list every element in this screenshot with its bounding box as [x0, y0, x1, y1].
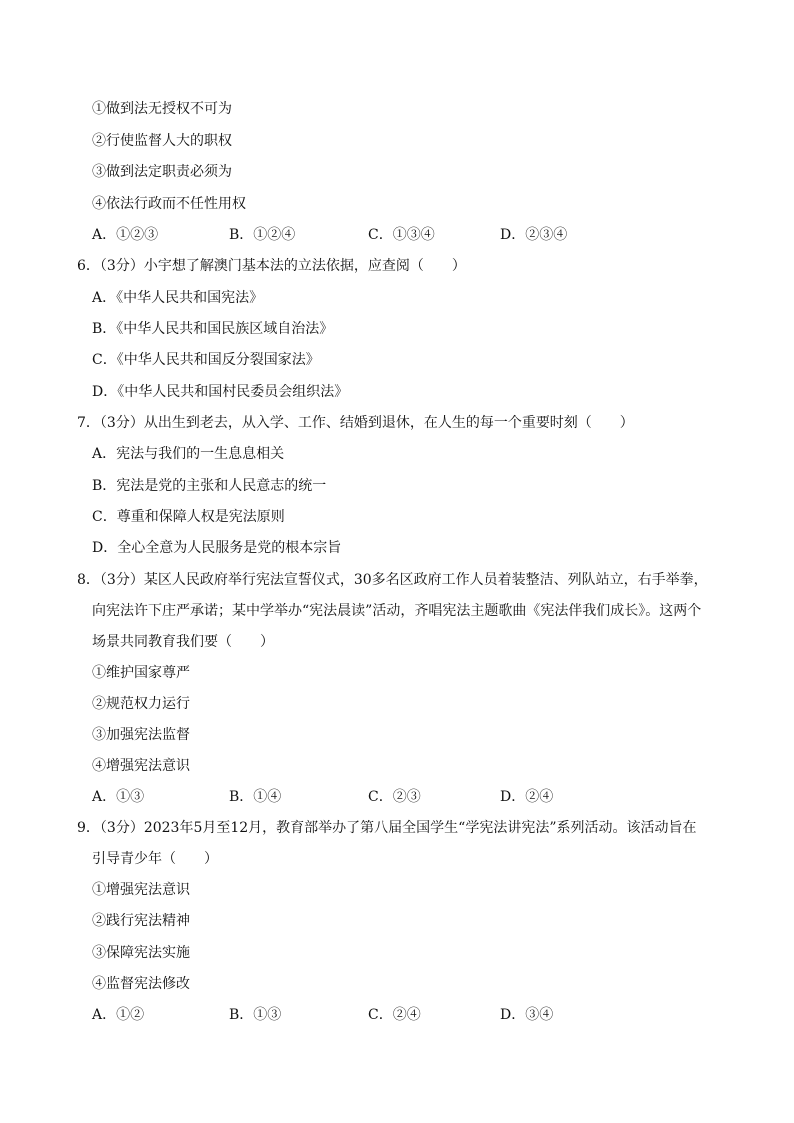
- q8-choice-c: C．②③: [368, 789, 421, 805]
- q9-choice-c: C．②④: [368, 1007, 421, 1023]
- q6-option-b: B．《中华人民共和国民族区域自治法》: [92, 321, 334, 337]
- q8-choice-a: A．①③: [92, 789, 145, 805]
- choice-a: A．①②③: [92, 227, 159, 243]
- q9-choice-a: A．①②: [92, 1007, 145, 1023]
- statement-2: ②行使监督人大的职权: [92, 133, 232, 149]
- q6-option-c: C．《中华人民共和国反分裂国家法》: [92, 352, 320, 368]
- question-7-stem: 7．（3分）从出生到老去，从入学、工作、结婚到退休，在人生的每一个重要时刻（ ）: [77, 415, 634, 431]
- q8-statement-2: ②规范权力运行: [92, 696, 190, 712]
- q9-statement-2: ②践行宪法精神: [92, 913, 190, 929]
- question-6-stem: 6．（3分）小宇想了解澳门基本法的立法依据，应查阅（ ）: [77, 258, 466, 274]
- q8-choice-b: B．①④: [229, 789, 282, 805]
- question-9-stem-line-1: 9．（3分）2023年5月至12月，教育部举办了第八届全国学生“学宪法讲宪法”系列活动。该活动旨在: [77, 820, 697, 836]
- statement-3: ③做到法定职责必须为: [92, 164, 232, 180]
- q8-statement-3: ③加强宪法监督: [92, 727, 190, 743]
- q7-option-c: C．尊重和保障人权是宪法原则: [92, 509, 285, 525]
- q9-statement-4: ④监督宪法修改: [92, 976, 190, 992]
- choice-c: C．①③④: [368, 227, 435, 243]
- q9-choice-d: D．③④: [500, 1007, 554, 1023]
- q7-option-a: A．宪法与我们的一生息息相关: [92, 446, 285, 462]
- q9-statement-3: ③保障宪法实施: [92, 945, 190, 961]
- q9-choice-b: B．①③: [229, 1007, 282, 1023]
- question-8-stem-line-3: 场景共同教育我们要（ ）: [92, 634, 274, 650]
- question-8-stem-line-1: 8．（3分）某区人民政府举行宪法宣誓仪式，30多名区政府工作人员着装整洁、列队站立，右手举拳，: [77, 572, 708, 588]
- q7-option-b: B．宪法是党的主张和人民意志的统一: [92, 478, 327, 494]
- q6-option-a: A．《中华人民共和国宪法》: [92, 290, 264, 306]
- q8-statement-4: ④增强宪法意识: [92, 758, 190, 774]
- choice-b: B．①②④: [229, 227, 296, 243]
- q8-choice-d: D．②④: [500, 789, 554, 805]
- statement-4: ④依法行政而不任性用权: [92, 196, 246, 212]
- question-8-stem-line-2: 向宪法许下庄严承诺；某中学举办“宪法晨读”活动，齐唱宪法主题歌曲《宪法伴我们成长》。这两个: [92, 603, 702, 619]
- q8-statement-1: ①维护国家尊严: [92, 665, 190, 681]
- q6-option-d: D．《中华人民共和国村民委员会组织法》: [92, 384, 349, 400]
- question-9-stem-line-2: 引导青少年（ ）: [92, 851, 218, 867]
- choice-d: D．②③④: [500, 227, 568, 243]
- q9-statement-1: ①增强宪法意识: [92, 882, 190, 898]
- q7-option-d: D．全心全意为人民服务是党的根本宗旨: [92, 540, 342, 556]
- statement-1: ①做到法无授权不可为: [92, 101, 232, 117]
